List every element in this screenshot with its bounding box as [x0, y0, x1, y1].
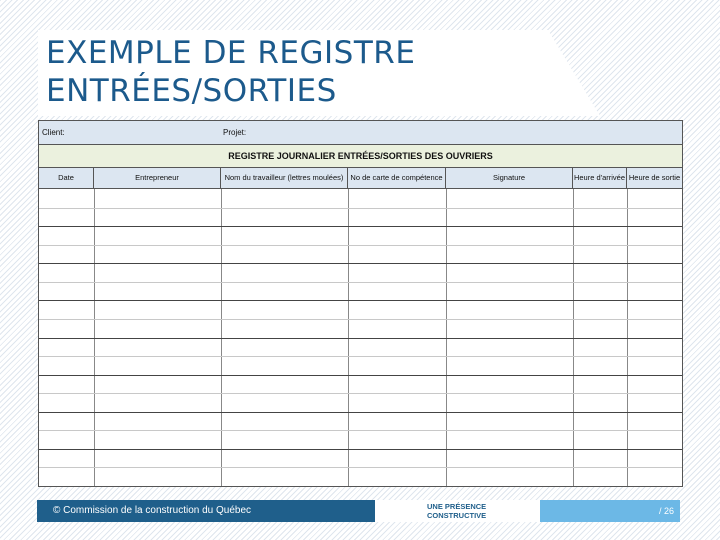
- page-number: / 26: [658, 506, 674, 516]
- grid-row-line: [39, 375, 682, 376]
- grid-row-line: [39, 430, 682, 431]
- grid-row-line: [39, 356, 682, 357]
- brand-logo: [375, 500, 540, 522]
- register-form: [38, 120, 683, 487]
- col-header-worker-name: Nom du travailleur (lettres moulées): [221, 168, 348, 188]
- register-title: REGISTRE JOURNALIER ENTRÉES/SORTIES DES OUVRIERS: [39, 145, 682, 168]
- register-header-row: [39, 168, 682, 189]
- col-header-arrival-time: Heure d'arrivée: [573, 168, 627, 188]
- brand-line-2: CONSTRUCTIVE: [427, 510, 487, 520]
- grid-row-line: [39, 467, 682, 468]
- col-header-entrepreneur: Entrepreneur: [94, 168, 221, 188]
- footer-page-band: [540, 500, 680, 522]
- grid-row-line: [39, 245, 682, 246]
- footer-copyright-band: [37, 500, 375, 522]
- slide-title-line-1: EXEMPLE DE REGISTRE: [46, 35, 416, 71]
- register-info-bar: [39, 121, 682, 145]
- grid-row-line: [39, 412, 682, 413]
- col-header-date: Date: [39, 168, 94, 188]
- col-header-departure-time: Heure de sortie: [628, 173, 681, 182]
- col-header-signature: Signature: [446, 168, 573, 188]
- grid-row-line: [39, 226, 682, 227]
- register-grid: [39, 189, 682, 486]
- slide-title: [46, 34, 415, 110]
- client-label: Client:: [42, 128, 65, 137]
- grid-row-line: [39, 449, 682, 450]
- grid-row-line: [39, 338, 682, 339]
- col-header-card-number: No de carte de compétence: [348, 168, 446, 188]
- grid-row-line: [39, 263, 682, 264]
- grid-row-line: [39, 282, 682, 283]
- grid-row-line: [39, 208, 682, 209]
- brand-line-1: UNE PRÉSENCE: [427, 502, 487, 511]
- slide-footer: [37, 500, 680, 522]
- grid-row-line: [39, 300, 682, 301]
- footer-copyright: © Commission de la construction du Québec: [53, 505, 252, 516]
- grid-row-line: [39, 319, 682, 320]
- slide-title-line-2: ENTRÉES/SORTIES: [46, 73, 337, 109]
- grid-row-line: [39, 393, 682, 394]
- project-label: Projet:: [223, 128, 247, 137]
